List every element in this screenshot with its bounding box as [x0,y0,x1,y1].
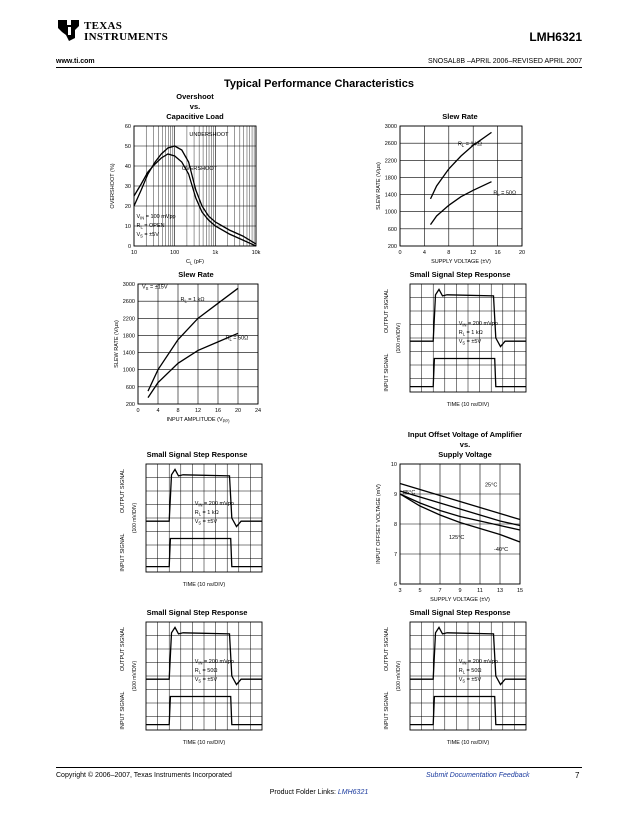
title-line: Small Signal Step Response [146,450,248,459]
chart-step2 [112,460,272,596]
y-tick-label: 2200 [122,316,135,323]
y-tick-label: 1400 [384,192,397,199]
chart-step1 [376,280,536,416]
x-tick-label: 9 [458,588,462,594]
ti-logo-icon [56,16,82,47]
x-tick-label: 100 [170,250,180,256]
y-axis-label-bottom: INPUT SIGNAL [384,353,390,392]
x-tick-label: 12 [194,408,202,414]
condition-label: $R_L = 1$ kΩ [194,510,219,517]
condition-label: $V_{IN} = 200$ mVpp [458,321,498,328]
y-axis-label-top: OUTPUT SIGNAL [384,626,390,672]
title-line: Overshoot [176,92,214,101]
condition-label: $R_L$ = OPEN [136,223,165,230]
x-tick-label: 1k [212,250,219,256]
y-axis-label-top: OUTPUT SIGNAL [384,288,390,334]
x-tick-label: 16 [214,408,222,414]
product-folder-link[interactable]: LMH6321 [337,789,369,796]
x-axis-label: $C_L$ (pF) [186,259,204,266]
x-tick-label: 15 [516,588,524,594]
y-axis-label: INPUT OFFSET VOLTAGE (mV) [376,484,382,564]
x-tick-label: 8 [176,408,180,414]
chart-overshoot-title [130,92,260,122]
condition-label: $R_L = 50\Omega$ [458,668,482,675]
condition-label: $V_S = \pm 15V$ [142,284,168,291]
company-name-line2: INSTRUMENTS [84,31,168,43]
y-axis-label-top: OUTPUT SIGNAL [120,626,126,672]
y-tick-label: 7 [393,552,397,558]
condition-label: $V_{IN} = 200$ mVpp [194,659,234,666]
x-axis-label: TIME (10 ns/DIV) [446,402,490,408]
annotation-label: OVERSHOOT [181,166,217,172]
x-tick-label: 3 [398,588,402,594]
condition-label: $V_S = \pm 5V$ [136,232,159,239]
series-label: $R_L = 1$ kΩ [457,141,482,148]
title-line: Slew Rate [442,112,478,121]
chart-slew-amplitude-title [136,270,256,280]
x-tick-label: 5 [418,588,422,594]
x-axis-label: INPUT AMPLITUDE ($V_{PP)}$ [166,417,230,424]
chart-step3-title [117,608,277,618]
series-label: $R_L = 50\Omega$ [225,335,249,343]
y-tick-label: 600 [125,384,135,391]
chart-step4-title [380,608,540,618]
y-axis-label: SLEW RATE (V/μs) [114,320,120,368]
condition-label: $V_{IN} = 200$ mVpp [194,501,234,508]
title-line: Small Signal Step Response [146,608,248,617]
condition-label: $R_L = 1$ kΩ [458,330,483,337]
title-line: Supply Voltage [438,450,492,459]
condition-label: $V_S = \pm 5V$ [458,677,482,684]
y-tick-label: 20 [124,204,131,210]
x-axis-label: TIME (10 ns/DIV) [182,582,226,588]
series-label: 125°C [449,535,465,541]
condition-label: $V_{IN} = 100$ mVpp [136,214,176,221]
y-tick-label: 30 [124,184,131,190]
condition-label: $V_{IN} = 200$ mVpp [458,659,498,666]
chart-step1-title [380,270,540,280]
series-label: $R_L = 50\Omega$ [493,190,517,198]
annotation-label: UNDERSHOOT [189,132,229,138]
title-line: Small Signal Step Response [409,608,511,617]
y-axis-label-scale: (100 mV/DIV) [132,502,138,534]
y-tick-label: 1000 [384,209,397,216]
y-tick-label: 1800 [122,333,135,340]
x-axis-label: TIME (10 ns/DIV) [446,740,490,746]
title-line: Small Signal Step Response [409,270,511,279]
chart-offset-title [380,430,550,460]
series-label: $R_L = 1$ kΩ [180,297,205,304]
y-tick-label: 8 [393,522,397,528]
part-number: LMH6321 [529,30,582,44]
y-tick-label: 0 [127,244,131,250]
title-line: Input Offset Voltage of Amplifier [407,430,523,439]
x-tick-label: 24 [254,408,262,414]
series-label: -40°C [494,547,509,553]
product-folder-label: Product Folder Links: [269,789,336,796]
y-tick-label: 60 [124,124,131,130]
chart-step3 [112,618,272,754]
chart-offset [370,460,532,606]
y-tick-label: 2600 [122,299,135,306]
page-number: 7 [575,771,580,780]
y-tick-label: 40 [124,164,131,170]
footer-rule [56,767,582,768]
y-tick-label: 2200 [384,158,397,165]
chart-step4 [376,618,536,754]
title-line: Capacitive Load [166,112,224,121]
y-axis-label-bottom: INPUT SIGNAL [120,691,126,730]
y-tick-label: 200 [125,402,135,408]
y-axis-label: OVERSHOOT (%) [110,163,116,209]
y-tick-label: 200 [387,244,397,250]
title-line: vs. [189,102,201,111]
x-tick-label: 8 [447,250,451,256]
y-axis-label: SLEW RATE (V/μs) [376,162,382,210]
x-tick-label: 20 [518,250,526,256]
website-link[interactable]: www.ti.com [56,58,95,65]
y-axis-label-top: OUTPUT SIGNAL [120,468,126,514]
x-tick-label: 0 [136,408,140,414]
y-tick-label: 3000 [384,124,397,130]
x-axis-label: TIME (10 ns/DIV) [182,740,226,746]
y-axis-label-scale: (100 mV/DIV) [396,322,402,354]
company-name-line1: TEXAS [84,20,123,32]
series-line [431,182,492,225]
chart-slew-amplitude [104,280,268,426]
x-axis-label: SUPPLY VOLTAGE (±V) [430,597,490,603]
y-tick-label: 2600 [384,141,397,148]
chart-slew-supply [372,122,532,268]
y-tick-label: 10 [390,462,397,468]
y-tick-label: 9 [393,492,397,498]
product-folder [0,789,638,796]
x-tick-label: 20 [234,408,242,414]
y-tick-label: 3000 [122,282,135,288]
x-tick-label: 12 [470,250,477,256]
y-tick-label: 10 [124,224,131,230]
title-line: vs. [459,440,471,449]
chart-overshoot [90,122,270,268]
y-axis-label-scale: (100 mV/DIV) [132,660,138,692]
x-tick-label: 16 [494,250,501,256]
header-rule [56,67,582,68]
y-tick-label: 1000 [122,367,135,374]
copyright: Copyright © 2006–2007, Texas Instruments Incorporated [56,772,232,779]
feedback-link[interactable]: Submit Documentation Feedback [426,772,530,779]
y-tick-label: 50 [124,144,131,150]
y-axis-label-bottom: INPUT SIGNAL [384,691,390,730]
y-tick-label: 6 [393,582,397,588]
y-axis-label-bottom: INPUT SIGNAL [120,533,126,572]
y-tick-label: 600 [387,226,397,233]
y-axis-label-scale: (100 mV/DIV) [396,660,402,692]
doc-info: SNOSAL8B –APRIL 2006–REVISED APRIL 2007 [428,58,582,65]
condition-label: $V_S = \pm 5V$ [458,339,482,346]
page-title: Typical Performance Characteristics [224,78,414,90]
x-tick-label: 11 [477,588,483,594]
x-tick-label: 13 [496,588,504,594]
x-tick-label: 4 [156,408,160,414]
x-axis-label: SUPPLY VOLTAGE (±V) [431,259,491,265]
x-tick-label: 0 [398,250,402,256]
chart-step2-title [117,450,277,460]
condition-label: $V_S = \pm 5V$ [194,677,218,684]
x-tick-label: 7 [438,588,442,594]
x-tick-label: 4 [422,250,426,256]
x-tick-label: 10 [130,250,138,256]
title-line: Slew Rate [178,270,214,279]
chart-slew-supply-title [400,112,520,122]
condition-label: $V_S = \pm 5V$ [194,519,218,526]
series-label: 85°C [403,490,416,496]
series-label: 25°C [485,482,498,489]
x-tick-label: 10k [251,250,261,256]
y-tick-label: 1800 [384,175,397,182]
y-tick-label: 1400 [122,350,135,357]
condition-label: $R_L = 50\Omega$ [194,668,218,675]
